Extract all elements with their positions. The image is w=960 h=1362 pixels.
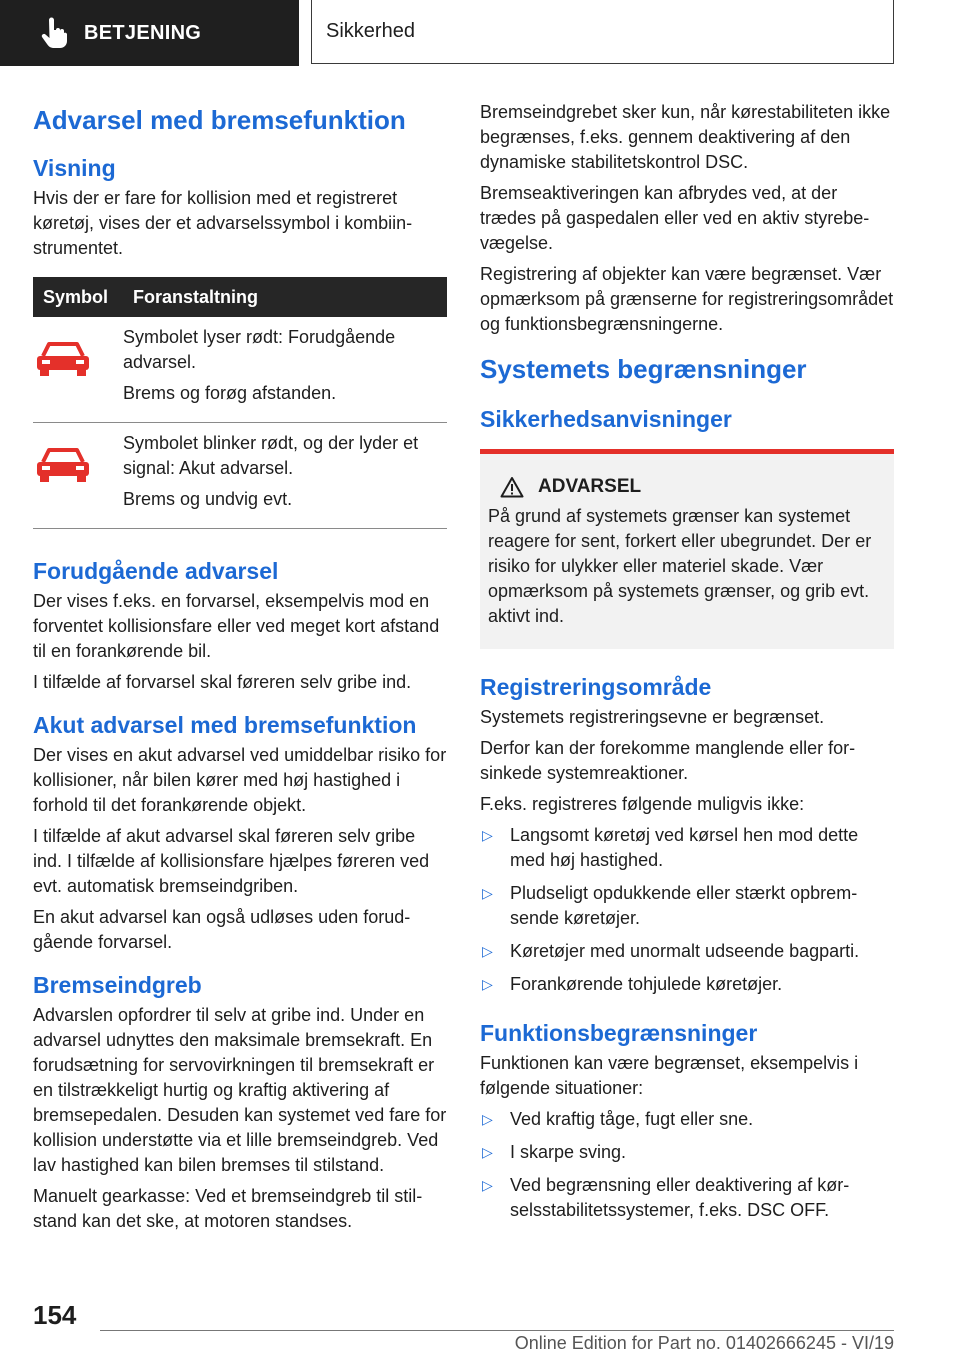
warning-label: ADVARSEL [538, 476, 642, 497]
list-item: ▷ Ved kraftig tåge, fugt eller sne. [480, 1107, 894, 1132]
row1-line2: Brems og forøg afstanden. [123, 383, 337, 403]
hand-pointer-icon [36, 16, 70, 50]
visning-text: Hvis der er fare for kollision med et registreret køretøj, vises der et advarselssymbol i kombiinstrumentet. [33, 188, 413, 258]
symbol-table-header [33, 277, 447, 317]
bremseindgreb-p1: Advarslen opfordrer til selv at gribe ind. Under en advarsel udnyttes den maksimale bremsekraft. En forudsætning for servovirkningen til bremsekraft er en tilstrækkeligt hurtig og kraftig aktivering af bremsepedalen. Desuden kan systemet ved fare for kollision understøtte via et lille bremseindgreb. Ved lav hastighed kan bilen bremses til stilstand. [33, 1005, 447, 1175]
row2-line1: Symbolet blinker rødt, og der lyder et signal: Akut advarsel. [123, 433, 419, 478]
row2-line2: Brems og undvig evt. [123, 489, 293, 509]
triangle-bullet-icon: ▷ [482, 1144, 493, 1160]
akut-p1: Der vises en akut advarsel ved umiddelbar risiko for kollisioner, når bilen kører med høj hastighed i forhold til det forankørende objekt. [33, 745, 447, 815]
reg-p2: Derfor kan der forekomme manglende eller forsinkede systemreaktioner. [480, 738, 856, 783]
reg-list [480, 823, 894, 997]
list-item: ▷ Pludseligt opdukkende eller stærkt opbremsende køretøjer. [480, 881, 894, 931]
list-item: ▷ Ved begrænsning eller deaktivering af kørselsstabilitetssystemer, f.eks. DSC OFF. [480, 1173, 894, 1223]
right-p3: Registrering af objekter kan være begrænset. Vær opmærksom på grænserne for registreringsområdet og funktionsbegrænsningerne. [480, 264, 894, 334]
header-tabbar [0, 0, 960, 66]
tab-sikkerhed[interactable] [311, 0, 894, 64]
right-p2: Bremseaktiveringen kan afbrydes ved, at der trædes på gaspedalen eller ved en aktiv styrebevægelse. [480, 183, 870, 253]
tab-sikkerhed-label: Sikkerhed [326, 20, 415, 42]
func-p1: Funktionen kan være begrænset, eksempelvis i følgende situationer: [480, 1053, 859, 1098]
symbol-table [33, 277, 447, 529]
footer-edition: Online Edition for Part no. 01402666245 - VI/19 [514, 1333, 894, 1353]
action-cell [123, 423, 447, 529]
visning-heading: Visning [33, 155, 116, 181]
list-item: ▷ Langsomt køretøj ved kørsel hen mod dette med høj hastighed. [480, 823, 894, 873]
right-column [480, 100, 894, 1231]
warning-text: På grund af systemets grænser kan systemet reagere for sent, forkert eller ubegrundet. Der er risiko for ulykker eller materiel skade. Vær opmærksom på systemets grænser, og grib evt. aktivt ind. [488, 506, 872, 626]
forud-p1: Der vises f.eks. en forvarsel, eksempelvis mod en forventet kollisionsfare eller ved meget kort afstand til en forankørende bil. [33, 591, 440, 661]
section-title: Advarsel med bremsefunktion [33, 105, 406, 135]
symbol-cell [33, 423, 123, 529]
list-item: ▷ I skarpe sving. [480, 1140, 894, 1165]
akut-heading: Akut advarsel med bremsefunktion [33, 712, 417, 738]
list-item: ▷ Køretøjer med unormalt udseende bagparti. [480, 939, 894, 964]
triangle-bullet-icon: ▷ [482, 1177, 493, 1193]
akut-p3: En akut advarsel kan også udløses uden forudgående forvarsel. [33, 907, 411, 952]
triangle-bullet-icon: ▷ [482, 885, 493, 901]
forud-heading: Forudgående advarsel [33, 558, 279, 584]
warning-box [480, 449, 894, 649]
right-p1: Bremseindgrebet sker kun, når kørestabiliteten ikke begrænses, f.eks. gennem deaktivering af den dynamiske stabilitetskontrol DSC. [480, 102, 891, 172]
limits-title: Systemets begrænsninger [480, 354, 807, 384]
warning-triangle-icon [500, 476, 524, 498]
table-row [33, 423, 447, 529]
col-symbol: Symbol [33, 277, 123, 317]
safety-heading: Sikkerhedsanvisninger [480, 406, 732, 432]
triangle-bullet-icon: ▷ [482, 976, 493, 992]
footer-divider [100, 1330, 894, 1331]
funktion-heading: Funktionsbegrænsninger [480, 1020, 758, 1046]
left-column [33, 100, 447, 1234]
registrering-heading: Registreringsområde [480, 674, 712, 700]
car-warning-icon [33, 445, 93, 485]
table-row [33, 317, 447, 423]
symbol-cell [33, 317, 123, 423]
tab-betjening[interactable] [0, 0, 299, 66]
row1-line1: Symbolet lyser rødt: Forudgående advarsel. [123, 327, 396, 372]
triangle-bullet-icon: ▷ [482, 827, 493, 843]
page-number: 154 [33, 1300, 77, 1330]
reg-p3: F.eks. registreres følgende muligvis ikke: [480, 794, 805, 814]
tab-betjening-label: BETJENING [84, 21, 202, 44]
list-item: ▷ Forankørende tohjulede køretøjer. [480, 972, 894, 997]
triangle-bullet-icon: ▷ [482, 943, 493, 959]
bremseindgreb-heading: Bremseindgreb [33, 972, 202, 998]
car-warning-icon [33, 339, 93, 379]
col-action: Foranstaltning [123, 277, 447, 317]
func-list [480, 1107, 894, 1223]
triangle-bullet-icon: ▷ [482, 1111, 493, 1127]
akut-p2: I tilfælde af akut advarsel skal føreren selv gribe ind. I tilfælde af kollisionsfare hjælpes føreren ved evt. automatisk bremseindgriben. [33, 826, 430, 896]
reg-p1: Systemets registreringsevne er begrænset. [480, 707, 825, 727]
warning-header [488, 476, 886, 498]
action-cell [123, 317, 447, 423]
forud-p2: I tilfælde af forvarsel skal føreren selv gribe ind. [33, 672, 412, 692]
bremseindgreb-p2: Manuelt gearkasse: Ved et bremseindgreb til stilstand kan det ske, at motoren standses. [33, 1186, 423, 1231]
